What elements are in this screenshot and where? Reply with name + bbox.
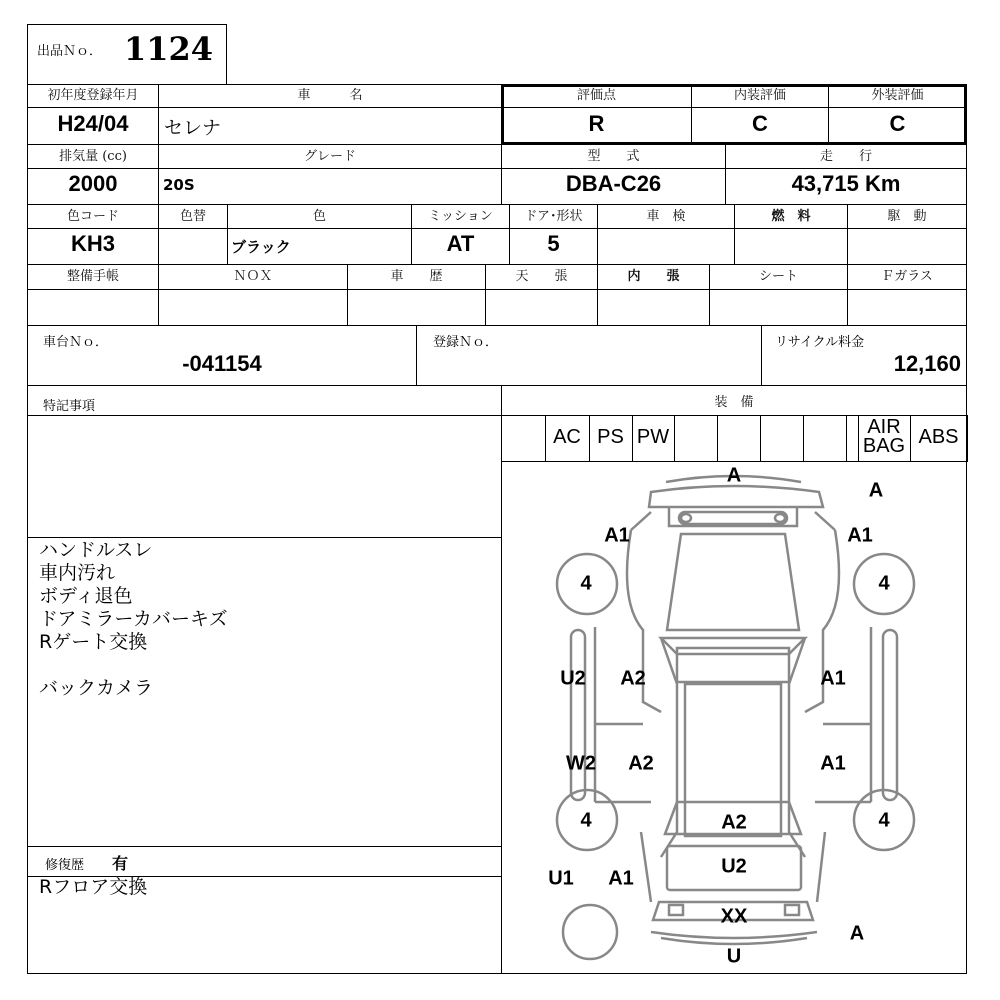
cell-repaint: [158, 228, 228, 265]
damage-mark-rear-bumper: U: [726, 945, 742, 968]
mission-value: AT: [446, 231, 475, 256]
cell-fuel: [734, 228, 848, 265]
lot-label: 出品Ｎｏ．: [37, 44, 103, 59]
damage-mark-rear-panel: XX: [720, 905, 748, 928]
headliner-header: 内 張: [627, 269, 680, 284]
sunroof-header: 天 張: [515, 269, 568, 284]
recycle-value: 12,160: [893, 351, 961, 376]
color-header: 色: [312, 209, 326, 224]
special-note-line: ボディ退色: [39, 585, 133, 607]
lot-number: 1124: [124, 30, 214, 68]
damage-mark-front-bumper: A: [726, 464, 742, 487]
cell-sunroof: [485, 289, 598, 326]
inspection-header: 車 検: [646, 209, 686, 224]
maintenance-header: 整備手帳: [66, 269, 119, 284]
score-header: 評価点: [576, 88, 616, 103]
equipment-item: [674, 415, 718, 462]
damage-mark-rear-door-right: A1: [820, 752, 846, 775]
mileage-value: 43,715 Km: [791, 171, 901, 196]
special-note-line: ドアミラーカバーキズ: [39, 608, 228, 630]
notes-divider-2: [27, 537, 502, 538]
cell-headliner: [597, 289, 710, 326]
equipment-item: [803, 415, 847, 462]
damage-mark-sill-left: U2: [560, 667, 586, 690]
car-name-header: 車 名: [297, 88, 363, 103]
cell-drive: [847, 228, 967, 265]
cell-history: [347, 289, 486, 326]
damage-mark-rear-corner-right: A: [849, 922, 865, 945]
damage-mark-rear-quarter-left-low: U1: [548, 867, 574, 890]
cell-fglass: [847, 289, 967, 326]
interior-value: C: [752, 111, 768, 136]
color-value: ブラック: [231, 238, 291, 256]
chassis-header: 車台Ｎｏ．: [43, 335, 109, 350]
cell-grade: [158, 168, 502, 205]
equipment-label: ABS: [918, 426, 959, 448]
drive-header: 駆 動: [887, 209, 927, 224]
equipment-label: PW: [636, 426, 670, 448]
special-note-line: Rゲート交換: [39, 631, 148, 653]
damage-mark-tire-front-left: 4: [580, 572, 592, 595]
equipment-label: AC: [553, 426, 581, 448]
damage-mark-front-door-right: A1: [820, 667, 846, 690]
equipment-label: AIR BAG: [862, 416, 906, 457]
special-note-line: 車内汚れ: [39, 562, 116, 584]
model-header: 型 式: [587, 149, 640, 164]
fuel-header: 燃 料: [771, 209, 811, 224]
damage-mark-rear-door-left: A2: [628, 752, 654, 775]
equipment-item: [501, 415, 546, 462]
special-note-line: ハンドルスレ: [39, 539, 153, 561]
equipment-header: 装 備: [714, 395, 754, 410]
score-value: R: [588, 111, 605, 136]
mission-header: ミッション: [428, 209, 493, 224]
first-reg-value: H24/04: [57, 111, 129, 136]
cell-seat: [709, 289, 848, 326]
cell-inspection: [597, 228, 735, 265]
damage-mark-front-fender-left: A1: [604, 524, 630, 547]
repair-note-line: Rフロア交換: [39, 876, 148, 898]
car-diagram: [501, 462, 967, 974]
fglass-header: Ｆガラス: [881, 269, 933, 284]
notes-divider-1: [27, 415, 502, 416]
car-name-value: セレナ: [164, 117, 222, 139]
damage-mark-front-door-left: A2: [620, 667, 646, 690]
damage-mark-roof-rear: A2: [721, 811, 747, 834]
cell-nox: [158, 289, 348, 326]
repair-value: 有: [112, 854, 129, 873]
grade-header: グレード: [303, 149, 356, 164]
repair-divider: [27, 846, 502, 847]
registration-header: 登録Ｎｏ．: [433, 335, 499, 350]
damage-mark-rear-quarter-left: A1: [608, 867, 634, 890]
first-reg-header: 初年度登録年月: [47, 88, 139, 103]
damage-mark-tire-rear-left: 4: [580, 809, 592, 832]
repaint-header: 色替: [179, 209, 206, 224]
special-notes-header: 特記事項: [43, 399, 96, 414]
exterior-header: 外装評価: [871, 88, 924, 103]
interior-header: 内装評価: [733, 88, 786, 103]
grade-value: 20S: [163, 176, 195, 194]
chassis-value: -041154: [182, 351, 262, 376]
equipment-label: PS: [597, 426, 624, 448]
model-value: DBA-C26: [565, 171, 662, 196]
color-code-value: KH3: [70, 231, 115, 256]
displacement-header: 排気量 (cc): [59, 149, 127, 164]
special-note-line: バックカメラ: [39, 677, 154, 699]
recycle-header: リサイクル料金: [775, 335, 865, 350]
history-header: 車 歴: [390, 269, 443, 284]
displacement-value: 2000: [68, 171, 118, 196]
equipment-item: [717, 415, 761, 462]
cell-maintenance: [27, 289, 159, 326]
nox-header: ＮＯＸ: [233, 269, 273, 284]
mileage-header: 走 行: [819, 149, 872, 164]
seat-header: シート: [758, 269, 798, 284]
damage-mark-front-corner-right: A: [868, 479, 884, 502]
door-header: ドア･形状: [524, 209, 583, 224]
color-code-header: 色コード: [66, 209, 119, 224]
door-value: 5: [547, 231, 560, 256]
damage-mark-back-door: U2: [721, 855, 747, 878]
damage-mark-tire-rear-right: 4: [878, 809, 890, 832]
damage-mark-tire-front-right: 4: [878, 572, 890, 595]
exterior-value: C: [889, 111, 906, 136]
equipment-item: [760, 415, 804, 462]
damage-mark-sill-rear-left: W2: [566, 752, 596, 775]
repair-header: 修復歴: [45, 858, 85, 873]
damage-mark-front-fender-right: A1: [847, 524, 873, 547]
